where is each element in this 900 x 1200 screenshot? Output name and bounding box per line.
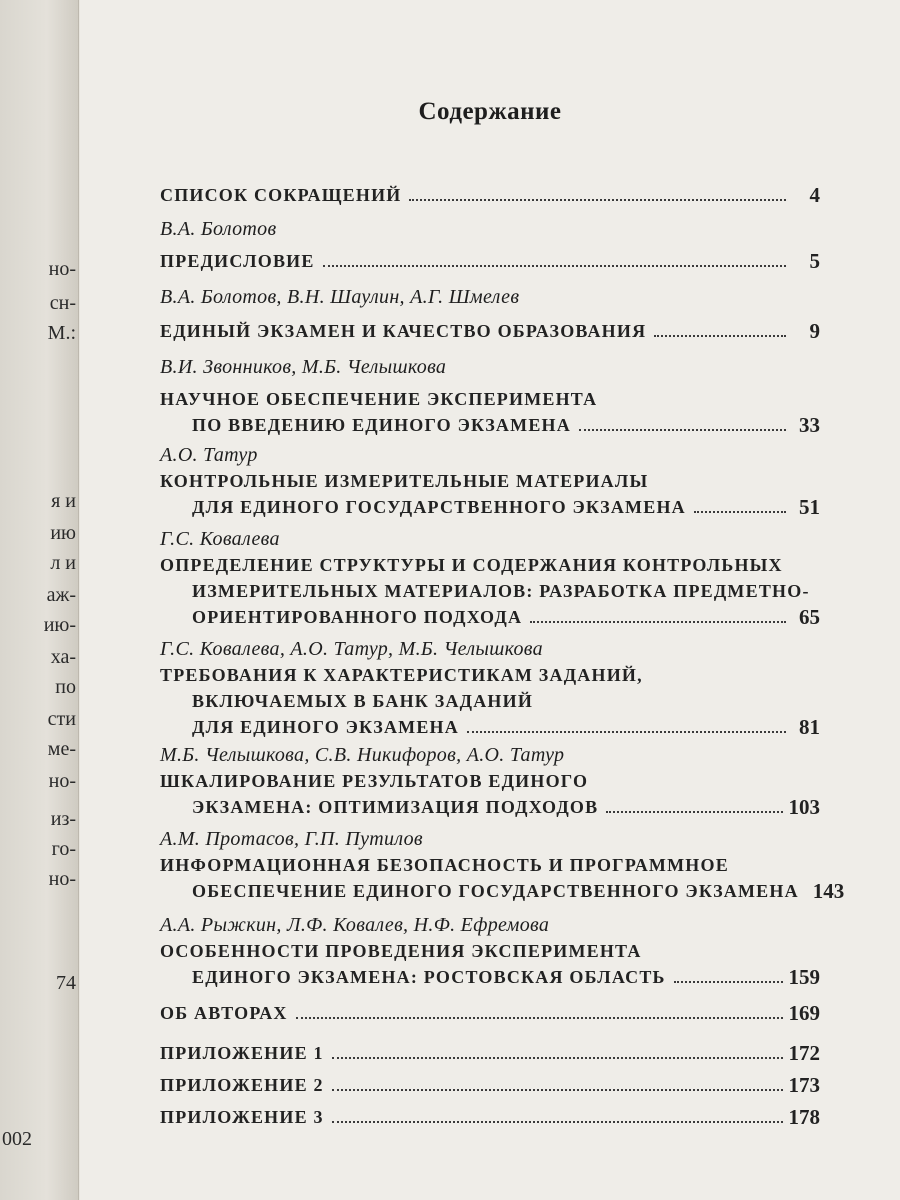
toc-title-line — [160, 552, 820, 578]
left-page-fragment: ию- — [43, 614, 76, 636]
toc-entry — [160, 912, 820, 990]
toc-title-text: НАУЧНОЕ ОБЕСПЕЧЕНИЕ ЭКСПЕРИМЕНТА — [160, 389, 598, 409]
toc-title-text: ОПРЕДЕЛЕНИЕ СТРУКТУРЫ И СОДЕРЖАНИЯ КОНТРОЛЬНЫХ — [160, 555, 783, 575]
toc-title-line — [160, 794, 820, 820]
toc-authors: В.А. Болотов — [160, 218, 277, 240]
left-page-fragment: но- — [48, 258, 76, 280]
toc-title-text: ПРИЛОЖЕНИЕ 2 — [160, 1075, 324, 1095]
toc-page-number: 169 — [788, 1001, 820, 1025]
toc-title-text: ПРИЛОЖЕНИЕ 3 — [160, 1107, 324, 1127]
toc-authors: А.А. Рыжкин, Л.Ф. Ковалев, Н.Ф. Ефремова — [160, 914, 550, 936]
page-title: Содержание — [418, 98, 562, 125]
toc-title-line — [160, 852, 820, 878]
toc-entry — [160, 1040, 820, 1066]
toc-title-text: ДЛЯ ЕДИНОГО ГОСУДАРСТВЕННОГО ЭКЗАМЕНА — [192, 497, 686, 517]
toc-title-line — [160, 662, 820, 688]
dot-leader — [606, 811, 782, 813]
toc-title-line — [160, 1072, 820, 1098]
toc-title-line — [160, 1000, 820, 1026]
toc-title-line — [160, 578, 820, 604]
left-page-fragment: ме- — [47, 738, 76, 760]
toc-authors: А.М. Протасов, Г.П. Путилов — [160, 828, 423, 850]
left-page-fragment: аж- — [46, 584, 76, 606]
dot-leader — [296, 1017, 783, 1019]
left-page-fragment: 002 — [2, 1128, 32, 1150]
toc-title-line — [160, 1040, 820, 1066]
toc-title-line — [160, 318, 820, 344]
left-page-fragment: из- — [50, 808, 76, 830]
toc-entry — [160, 1072, 820, 1098]
toc-title-text: ТРЕБОВАНИЯ К ХАРАКТЕРИСТИКАМ ЗАДАНИЙ, — [160, 665, 643, 685]
toc-title-text: ПРЕДИСЛОВИЕ — [160, 251, 315, 271]
left-page-fragment: ию — [50, 522, 76, 544]
toc-title-line — [160, 248, 820, 274]
dot-leader — [579, 429, 786, 431]
toc-title-line — [160, 688, 820, 714]
left-page-fragment: сти — [47, 708, 76, 730]
toc-entry — [160, 182, 820, 208]
toc-title-text: ПО ВВЕДЕНИЮ ЕДИНОГО ЭКЗАМЕНА — [192, 415, 571, 435]
toc-title-line — [160, 468, 820, 494]
toc-page-number: 172 — [788, 1041, 820, 1065]
left-page-fragment: М.: — [47, 322, 76, 344]
toc-entry — [160, 526, 820, 630]
dot-leader — [323, 265, 786, 267]
toc-title-text: ИНФОРМАЦИОННАЯ БЕЗОПАСНОСТЬ И ПРОГРАММНОЕ — [160, 855, 729, 875]
toc-entry — [160, 442, 820, 520]
toc-authors: А.О. Татур — [160, 444, 258, 466]
dot-leader — [530, 621, 786, 623]
toc-page-number: 143 — [812, 879, 845, 903]
toc-title-text: ИЗМЕРИТЕЛЬНЫХ МАТЕРИАЛОВ: РАЗРАБОТКА ПРЕДМЕТНО- — [192, 581, 810, 601]
toc-page-number: 33 — [799, 413, 820, 437]
toc-authors: Г.С. Ковалева — [160, 528, 280, 550]
left-page-fragment: но- — [48, 770, 76, 792]
toc-entry — [160, 284, 820, 344]
toc-entry — [160, 826, 845, 904]
toc-authors: В.И. Звонников, М.Б. Челышкова — [160, 356, 447, 378]
toc-title-line — [160, 386, 820, 412]
toc-title-text: ЕДИНЫЙ ЭКЗАМЕН И КАЧЕСТВО ОБРАЗОВАНИЯ — [160, 321, 647, 341]
dot-leader — [694, 511, 786, 513]
toc-title-line — [160, 938, 820, 964]
toc-title-line — [160, 714, 820, 740]
left-page-fragment: ха- — [50, 646, 76, 668]
toc-title-text: ОРИЕНТИРОВАННОГО ПОДХОДА — [192, 607, 523, 627]
toc-title-text: ОБЕСПЕЧЕНИЕ ЕДИНОГО ГОСУДАРСТВЕННОГО ЭКЗАМЕНА — [192, 881, 799, 901]
toc-entry — [160, 742, 820, 820]
left-page-fragment: го- — [51, 838, 76, 860]
left-page-fragment: л и — [50, 552, 76, 574]
toc-title-line — [160, 182, 820, 208]
toc-title-line — [160, 768, 820, 794]
dot-leader — [332, 1089, 783, 1091]
toc-page-number: 173 — [788, 1073, 820, 1097]
left-page-fragment: 74 — [56, 972, 76, 994]
toc-page-number: 81 — [799, 715, 820, 739]
toc-page-number: 4 — [809, 183, 820, 207]
toc-entry — [160, 216, 820, 274]
contents-page — [80, 0, 900, 1200]
toc-title-text: ЭКЗАМЕНА: ОПТИМИЗАЦИЯ ПОДХОДОВ — [192, 797, 599, 817]
toc-page-number: 51 — [799, 495, 820, 519]
dot-leader — [674, 981, 783, 983]
toc-entry — [160, 1000, 820, 1026]
toc-title-line — [160, 1104, 820, 1130]
toc-entry — [160, 636, 820, 740]
left-page-fragment: но- — [48, 868, 76, 890]
toc-title-line — [160, 878, 845, 904]
toc-page-number: 159 — [788, 965, 820, 989]
left-page-fragment: я и — [51, 490, 76, 512]
toc-title-text: КОНТРОЛЬНЫЕ ИЗМЕРИТЕЛЬНЫЕ МАТЕРИАЛЫ — [160, 471, 649, 491]
toc-title-text: ЕДИНОГО ЭКЗАМЕНА: РОСТОВСКАЯ ОБЛАСТЬ — [192, 967, 666, 987]
dot-leader — [654, 335, 786, 337]
toc-title-line — [160, 604, 820, 630]
dot-leader — [467, 731, 786, 733]
toc-page-number: 9 — [809, 319, 820, 343]
toc-page-number: 178 — [788, 1105, 820, 1129]
toc-authors: Г.С. Ковалева, А.О. Татур, М.Б. Челышкова — [160, 638, 543, 660]
toc-title-line — [160, 494, 820, 520]
toc-title-text: ШКАЛИРОВАНИЕ РЕЗУЛЬТАТОВ ЕДИНОГО — [160, 771, 589, 791]
toc-title-text: ПРИЛОЖЕНИЕ 1 — [160, 1043, 324, 1063]
toc-authors: В.А. Болотов, В.Н. Шаулин, А.Г. Шмелев — [160, 286, 520, 308]
toc-title-text: СПИСОК СОКРАЩЕНИЙ — [160, 185, 402, 205]
toc-page-number: 5 — [809, 249, 820, 273]
toc-page-number: 65 — [799, 605, 820, 629]
left-page-fragment: по — [55, 676, 76, 698]
toc-page-number: 103 — [788, 795, 820, 819]
toc-title-text: ДЛЯ ЕДИНОГО ЭКЗАМЕНА — [192, 717, 459, 737]
toc-title-text: ОСОБЕННОСТИ ПРОВЕДЕНИЯ ЭКСПЕРИМЕНТА — [160, 941, 642, 961]
left-page-fragment: сн- — [49, 292, 76, 314]
left-page-edge — [0, 0, 79, 1200]
toc-entry — [160, 1104, 820, 1130]
toc-title-text: ВКЛЮЧАЕМЫХ В БАНК ЗАДАНИЙ — [192, 691, 534, 711]
toc-authors: М.Б. Челышкова, С.В. Никифоров, А.О. Татур — [160, 744, 565, 766]
dot-leader — [409, 199, 786, 201]
dot-leader — [332, 1057, 783, 1059]
toc-entry — [160, 354, 820, 438]
toc-title-line — [160, 964, 820, 990]
toc-title-text: ОБ АВТОРАХ — [160, 1003, 288, 1023]
toc-title-line — [160, 412, 820, 438]
dot-leader — [332, 1121, 783, 1123]
